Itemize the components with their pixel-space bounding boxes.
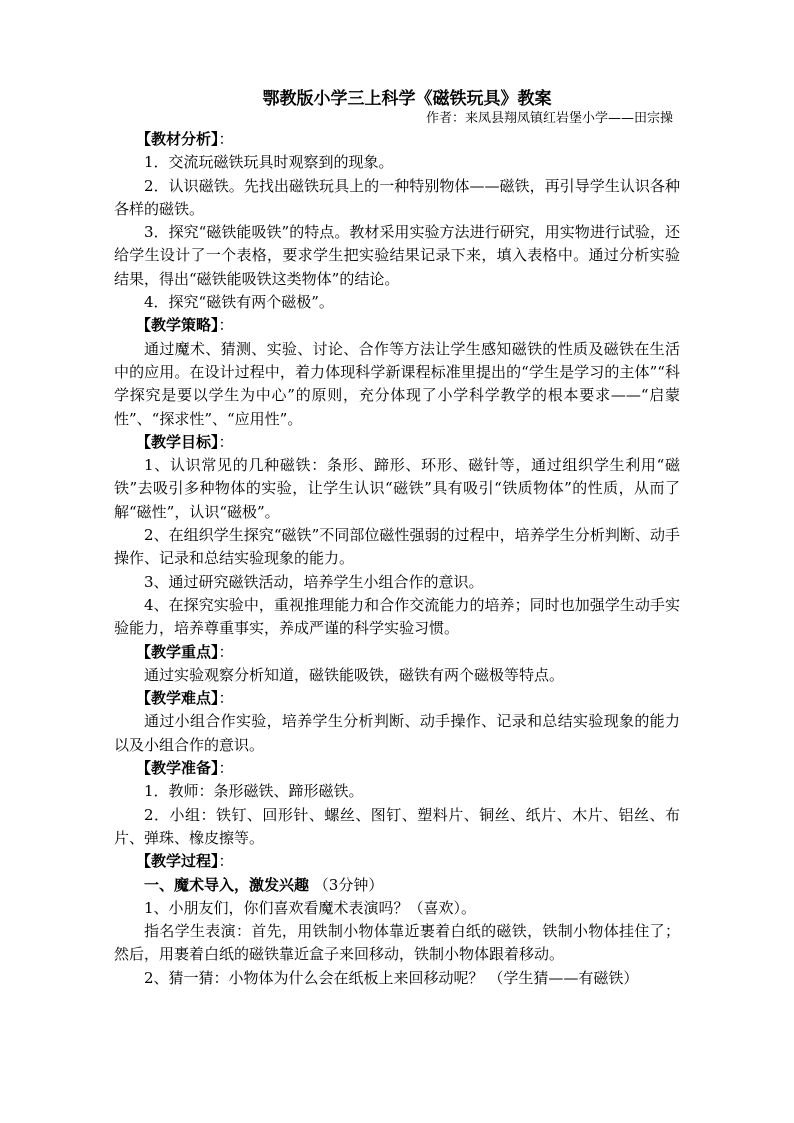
section-heading-strategy: 【教学策略】： xyxy=(136,316,234,335)
section-heading-goals: 【教学目标】： xyxy=(136,432,234,451)
document-page xyxy=(114,88,680,990)
goal-item-4: 4、在探究实验中，重视推理能力和合作交流能力的培养；同时也加强学生动手实验能力，培养尊重事实，养成严谨的科学实验习惯。 xyxy=(114,595,680,638)
section-heading-difficulties: 【教学难点】： xyxy=(136,689,234,708)
process-item-2: 指名学生表演：首先，用铁制小物体靠近裹着白纸的磁铁，铁制小物体挂住了；然后，用裹着白纸的磁铁靠近盒子来回移动，铁制小物体跟着移动。 xyxy=(114,922,680,964)
process-item-3: 2、猜一猜：小物体为什么会在纸板上来回移动呢？ （学生猜——有磁铁） xyxy=(144,968,639,987)
process-step-1-title: 一、魔术导入，激发兴趣 （3分钟） xyxy=(144,875,384,894)
preparation-item-1: 1．教师：条形磁铁、蹄形磁铁。 xyxy=(144,782,364,801)
difficulties-text: 通过小组合作实验，培养学生分析判断、动手操作、记录和总结实验现象的能力以及小组合作的意识。 xyxy=(114,712,680,754)
process-item-1: 1、小朋友们，你们喜欢看魔术表演吗？（喜欢）。 xyxy=(144,898,477,917)
goal-item-3: 3、通过研究磁铁活动，培养学生小组合作的意识。 xyxy=(144,572,484,591)
goal-item-1: 1、认识常见的几种磁铁：条形、蹄形、环形、磁针等，通过组织学生利用“磁铁”去吸引多种物体的实验，让学生认识“磁铁”具有吸引“铁质物体”的性质，从而了解“磁性”，认识“磁极”。 xyxy=(114,456,680,521)
document-title: 鄂教版小学三上科学《磁铁玩具》教案 xyxy=(262,89,552,109)
key-points-text: 通过实验观察分析知道，磁铁能吸铁，磁铁有两个磁极等特点。 xyxy=(144,665,565,684)
document-author: 作者：来凤县翔凤镇红岩堡小学——田宗操 xyxy=(425,111,673,126)
section-heading-analysis: 【教材分析】： xyxy=(136,130,234,148)
analysis-item-2: 2．认识磁铁。先找出磁铁玩具上的一种特别物体——磁铁，再引导学生认识各种各样的磁铁。 xyxy=(114,176,680,218)
analysis-item-3: 3．探究“磁铁能吸铁”的特点。教材采用实验方法进行研究，用实物进行试验，还给学生设计了一个表格，要求学生把实验结果记录下来，填入表格中。通过分析实验结果，得出“磁铁能吸铁这类物体”的结论。 xyxy=(114,223,680,288)
preparation-item-2: 2．小组：铁钉、回形针、螺丝、图钉、塑料片、铜丝、纸片、木片、铝丝、布片、弹珠、橡皮擦等。 xyxy=(114,805,680,847)
analysis-item-4: 4．探究“磁铁有两个磁极”。 xyxy=(144,293,334,312)
section-heading-key-points: 【教学重点】： xyxy=(136,642,234,661)
section-heading-preparation: 【教学准备】： xyxy=(136,759,234,778)
goal-item-2: 2、在组织学生探究“磁铁”不同部位磁性强弱的过程中，培养学生分析判断、动手操作、记录和总结实验现象的能力。 xyxy=(114,526,680,568)
analysis-item-1: 1．交流玩磁铁玩具时观察到的现象。 xyxy=(144,153,394,172)
strategy-text: 通过魔术、猜测、实验、讨论、合作等方法让学生感知磁铁的性质及磁铁在生活中的应用。在设计过程中，着力体现科学新课程标准里提出的“学生是学习的主体”“科学探究是要以学生为中心”的原则，充分体现了小学科学教学的根本要求——“启蒙性”、“探求性”、“应用性”。 xyxy=(114,339,680,428)
section-heading-process: 【教学过程】： xyxy=(136,852,234,871)
